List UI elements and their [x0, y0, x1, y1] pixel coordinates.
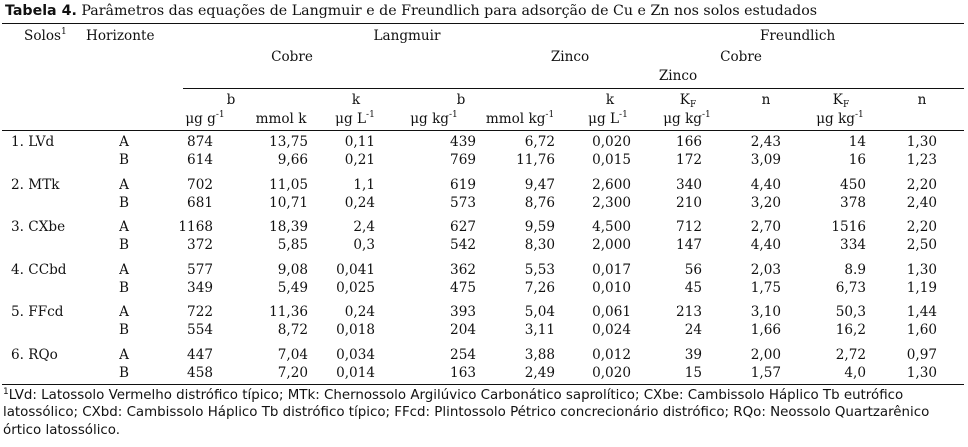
- table-cell: 5,53: [524, 262, 555, 278]
- table-cell: 39: [684, 347, 702, 363]
- sym-b-zn: b: [456, 92, 466, 108]
- table-cell: 4,40: [750, 177, 781, 193]
- table-cell: 0,024: [592, 322, 631, 338]
- table-cell: 439: [450, 134, 476, 150]
- table-cell: 681: [187, 195, 213, 211]
- table-cell: 210: [676, 195, 702, 211]
- table-bottom-rule: [2, 384, 964, 385]
- table-cell: 16: [848, 152, 866, 168]
- table-cell: 2,00: [750, 347, 781, 363]
- table-cell: 5,85: [277, 237, 308, 253]
- table-cell: 5,49: [277, 280, 308, 296]
- row-horizonte: B: [119, 195, 129, 211]
- table-cell: 393: [450, 304, 476, 320]
- table-cell: 372: [187, 237, 213, 253]
- row-horizonte: A: [119, 219, 129, 235]
- table-cell: 2,300: [592, 195, 631, 211]
- table-cell: 56: [684, 262, 702, 278]
- sym-kf-zn: $K_F$: [832, 92, 850, 110]
- table-cell: 0,041: [336, 262, 375, 278]
- table-cell: 1,75: [750, 280, 781, 296]
- table-cell: 769: [450, 152, 476, 168]
- table-cell: 50,3: [835, 304, 866, 320]
- table-cell: 0,012: [592, 347, 631, 363]
- unit-b-cu: μg $g^{-1}$: [185, 110, 225, 127]
- table-cell: 0,11: [344, 134, 375, 150]
- table-cell: 18,39: [269, 219, 308, 235]
- table-cell: 1,30: [906, 365, 937, 381]
- row-horizonte: A: [119, 262, 129, 278]
- unit-k-zn: μg $L^{-1}$: [588, 110, 628, 127]
- table-cell: 9,59: [524, 219, 555, 235]
- top-rule: [2, 23, 964, 24]
- table-cell: 7,04: [277, 347, 308, 363]
- table-cell: 2,600: [592, 177, 631, 193]
- header-freundlich: Freundlich: [760, 28, 836, 44]
- table-cell: 1,57: [750, 365, 781, 381]
- table-cell: 2,40: [906, 195, 937, 211]
- table-cell: 166: [676, 134, 702, 150]
- table-cell: 6,72: [524, 134, 555, 150]
- table-cell: 5,04: [524, 304, 555, 320]
- table-label: Tabela 4.: [5, 3, 77, 19]
- table-cell: 340: [676, 177, 702, 193]
- table-cell: 2,000: [592, 237, 631, 253]
- table-cell: 1516: [831, 219, 866, 235]
- row-solo: 6. RQo: [11, 347, 58, 363]
- table-cell: 542: [450, 237, 476, 253]
- row-horizonte: A: [119, 347, 129, 363]
- table-cell: 24: [684, 322, 702, 338]
- table-cell: 450: [840, 177, 866, 193]
- table-cell: 0,24: [344, 195, 375, 211]
- table-cell: 147: [676, 237, 702, 253]
- table-cell: 874: [187, 134, 213, 150]
- table-cell: 362: [450, 262, 476, 278]
- table-cell: 1,66: [750, 322, 781, 338]
- table-cell: 475: [450, 280, 476, 296]
- table-cell: 2,4: [353, 219, 375, 235]
- row-solo: 5. FFcd: [11, 304, 64, 320]
- table-cell: 204: [450, 322, 476, 338]
- table-cell: 0,24: [344, 304, 375, 320]
- table-cell: 3,11: [524, 322, 555, 338]
- table-cell: 0,014: [336, 365, 375, 381]
- table-cell: 8.9: [844, 262, 866, 278]
- table-cell: 254: [450, 347, 476, 363]
- table-cell: 7,20: [277, 365, 308, 381]
- table-cell: 1,44: [906, 304, 937, 320]
- table-cell: 378: [840, 195, 866, 211]
- unit-kf-zn: μg $kg^{-1}$: [816, 110, 864, 127]
- table-cell: 334: [840, 237, 866, 253]
- table-cell: 7,26: [524, 280, 555, 296]
- table-cell: 0,061: [592, 304, 631, 320]
- table-cell: 2,70: [750, 219, 781, 235]
- table-cell: 1168: [178, 219, 213, 235]
- caption-text: Parâmetros das equações de Langmuir e de Freundlich para adsorção de Cu e Zn nos solos estudados: [81, 3, 818, 19]
- header-cobre-langmuir: Cobre: [271, 49, 313, 65]
- table-cell: 163: [450, 365, 476, 381]
- table-cell: 11,36: [269, 304, 308, 320]
- table-cell: 0,020: [592, 365, 631, 381]
- row-horizonte: B: [119, 237, 129, 253]
- row-horizonte: A: [119, 304, 129, 320]
- table-cell: 1,30: [906, 134, 937, 150]
- row-solo: 2. MTk: [11, 177, 60, 193]
- table-cell: 702: [187, 177, 213, 193]
- table-cell: 16,2: [835, 322, 866, 338]
- table-cell: 14: [848, 134, 866, 150]
- row-horizonte: A: [119, 177, 129, 193]
- table-cell: 627: [450, 219, 476, 235]
- table-cell: 11,76: [516, 152, 555, 168]
- table-cell: 0,017: [592, 262, 631, 278]
- table-cell: 6,73: [835, 280, 866, 296]
- header-horizonte: Horizonte: [86, 28, 155, 44]
- unit-b-zn-mmol: mmol $kg^{-1}$: [485, 110, 555, 127]
- table-cell: 619: [450, 177, 476, 193]
- table-cell: 8,72: [277, 322, 308, 338]
- table-cell: 3,09: [750, 152, 781, 168]
- table-cell: 0,025: [336, 280, 375, 296]
- header-zinco-freundlich: Zinco: [658, 68, 698, 84]
- row-horizonte: B: [119, 322, 129, 338]
- table-cell: 15: [684, 365, 702, 381]
- sym-k-cu: k: [351, 92, 361, 108]
- table-cell: 2,20: [906, 219, 937, 235]
- sym-kf-cu: $K_F$: [679, 92, 697, 110]
- table-cell: 712: [676, 219, 702, 235]
- table-cell: 722: [187, 304, 213, 320]
- table-cell: 0,034: [336, 347, 375, 363]
- table-cell: 458: [187, 365, 213, 381]
- row-horizonte: B: [119, 365, 129, 381]
- header-bottom-rule: [2, 130, 964, 131]
- row-solo: 3. CXbe: [11, 219, 66, 235]
- table-cell: 2,50: [906, 237, 937, 253]
- row-horizonte: B: [119, 280, 129, 296]
- table-cell: 213: [676, 304, 702, 320]
- sym-n-cu: n: [761, 92, 771, 108]
- table-cell: 0,020: [592, 134, 631, 150]
- header-subrule: [183, 88, 964, 89]
- row-horizonte: A: [119, 134, 129, 150]
- table-cell: 349: [187, 280, 213, 296]
- table-cell: 13,75: [269, 134, 308, 150]
- table-cell: 2,72: [835, 347, 866, 363]
- table-cell: 45: [684, 280, 702, 296]
- row-solo: 4. CCbd: [11, 262, 67, 278]
- table-cell: 4,40: [750, 237, 781, 253]
- table-cell: 9,66: [277, 152, 308, 168]
- table-cell: 1,1: [353, 177, 375, 193]
- table-cell: 2,20: [906, 177, 937, 193]
- unit-b-zn: μg $kg^{-1}$: [410, 110, 458, 127]
- unit-b-cu-mmol: mmol k: [255, 111, 307, 127]
- sym-k-zn: k: [605, 92, 615, 108]
- table-cell: 3,20: [750, 195, 781, 211]
- table-caption: [5, 3, 817, 19]
- table-cell: 0,97: [906, 347, 937, 363]
- sym-b-cu: b: [226, 92, 236, 108]
- table-cell: 9,08: [277, 262, 308, 278]
- table-cell: 0,015: [592, 152, 631, 168]
- table-cell: 10,71: [269, 195, 308, 211]
- table-cell: 554: [187, 322, 213, 338]
- table-cell: 614: [187, 152, 213, 168]
- table-cell: 1,30: [906, 262, 937, 278]
- table-cell: 2,43: [750, 134, 781, 150]
- table-cell: 3,88: [524, 347, 555, 363]
- row-solo: 1. LVd: [11, 134, 55, 150]
- table-cell: 577: [187, 262, 213, 278]
- table-cell: 0,3: [353, 237, 375, 253]
- table-cell: 172: [676, 152, 702, 168]
- footnote-text: LVd: Latossolo Vermelho distrófico típico; MTk: Chernossolo Argilúvico Carbonático saprolítico; CXbe: Cambissolo Háplico Tb eutrófico latossólico; CXbd: Cambissolo Háplico Tb distrófico típico; FFcd: Plintossolo Pétrico concrecionário distrófico; RQo: Neossolo Quartzarênico órtico latossólico.: [3, 388, 930, 438]
- table-cell: 573: [450, 195, 476, 211]
- footnote: $^1$LVd: Latossolo Vermelho distrófico típico; MTk: Chernossolo Argilúvico Carbonático saprolítico; CXbe: Cambissolo Háplico Tb eutrófico latossólico; CXbd: Cambissolo Háplico Tb distrófico típico; FFcd: Plintossolo Pétrico concrecionário distrófico; RQo: Neossolo Quartzarênico órtico latossólico.: [3, 387, 930, 438]
- sym-n-zn: n: [917, 92, 927, 108]
- table-cell: 0,21: [344, 152, 375, 168]
- table-cell: 1,19: [906, 280, 937, 296]
- table-cell: 8,30: [524, 237, 555, 253]
- table-cell: 1,60: [906, 322, 937, 338]
- table-cell: 8,76: [524, 195, 555, 211]
- table-cell: 4,0: [844, 365, 866, 381]
- header-cobre-freundlich: Cobre: [720, 49, 762, 65]
- table-cell: 11,05: [269, 177, 308, 193]
- unit-k-cu: μg $L^{-1}$: [335, 110, 375, 127]
- table-cell: 447: [187, 347, 213, 363]
- header-solos: Solos$^1$: [24, 27, 67, 44]
- unit-kf-cu: μg $kg^{-1}$: [663, 110, 711, 127]
- table-cell: 0,018: [336, 322, 375, 338]
- table-cell: 4,500: [592, 219, 631, 235]
- table-cell: 0,010: [592, 280, 631, 296]
- table-cell: 3,10: [750, 304, 781, 320]
- row-horizonte: B: [119, 152, 129, 168]
- table-cell: 1,23: [906, 152, 937, 168]
- table-cell: 2,03: [750, 262, 781, 278]
- header-langmuir: Langmuir: [373, 28, 441, 44]
- header-zinco-langmuir: Zinco: [550, 49, 590, 65]
- table-cell: 9,47: [524, 177, 555, 193]
- table-cell: 2,49: [524, 365, 555, 381]
